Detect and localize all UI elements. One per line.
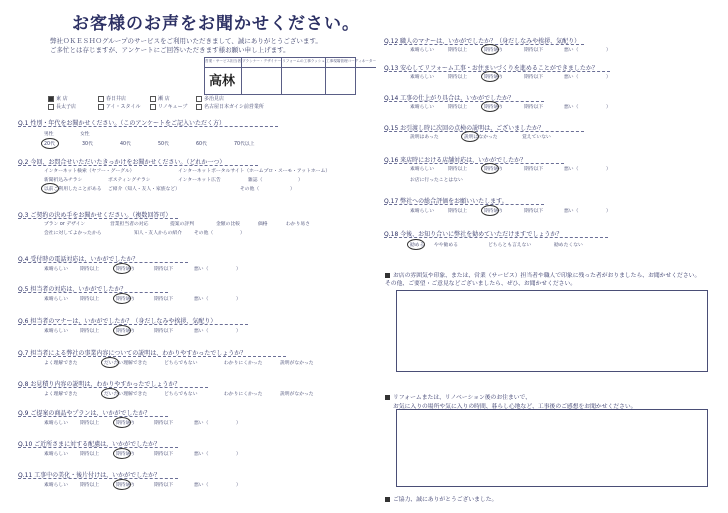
answer-option[interactable]: ）	[290, 187, 295, 192]
question-q10	[18, 439, 241, 457]
question-underline	[18, 126, 278, 127]
bullet-icon	[385, 497, 390, 502]
answer-option[interactable]: 期待以下	[524, 209, 544, 214]
shop-option[interactable]: 春日井店	[98, 95, 126, 102]
answer-option[interactable]: わかりにくかった	[224, 361, 263, 366]
answer-option[interactable]: 期待通り	[484, 48, 504, 53]
answer-option[interactable]: 悪い（	[194, 483, 209, 488]
question-underline	[18, 165, 258, 166]
question-q14	[384, 93, 611, 110]
comment-box-1[interactable]	[396, 290, 708, 372]
answer-option[interactable]: 勧めたくない	[554, 243, 583, 248]
question-underline	[18, 356, 286, 357]
question-q6	[18, 316, 241, 334]
question-text: Q.4 受付時の電話対応は、いかがでしたか？	[18, 256, 139, 263]
answer-option[interactable]: 期待以下	[154, 421, 174, 426]
handwritten-circle-icon	[101, 357, 119, 368]
shop-option[interactable]: 瀬 店	[150, 95, 170, 102]
answer-option[interactable]: 以前ご利用したことがある	[44, 187, 102, 192]
answer-option[interactable]: プラン or デザイン	[44, 222, 86, 227]
question-text: Q.10 ご近所さまに対する配慮は、いかがでしたか？	[18, 441, 161, 448]
answer-option[interactable]: 期待以上	[448, 167, 468, 172]
handwritten-circle-icon	[481, 163, 499, 174]
question-underline	[18, 478, 178, 479]
answer-option[interactable]: 期待以上	[448, 75, 468, 80]
question-q13	[384, 63, 611, 80]
comment-prompt-2b: お気に入りの場所や気に入りの時間、暮らし心地など、工事後のご感想をお聞かせください。	[393, 404, 637, 410]
answer-option[interactable]: 男性	[44, 132, 54, 137]
handwritten-circle-icon	[113, 325, 131, 336]
staff-header: リフォームの工事ラッシュ	[282, 58, 325, 68]
comment-prompt-1: お店の雰囲気や印象、または、営業（サービス）担当者や職人で印象に残った者がおりましたら、お聞かせください。その他、ご要望・ご意見などございましたら、ぜひ、お聞かせください。	[385, 273, 701, 287]
question-q7	[18, 348, 314, 366]
answer-option[interactable]: ポスティングチラシ	[108, 178, 151, 183]
checkbox-icon	[150, 104, 156, 110]
answer-option[interactable]: 悪い（	[194, 267, 209, 272]
question-q8	[18, 379, 314, 397]
answer-option[interactable]: 期待通り	[484, 209, 504, 214]
answer-option[interactable]: 会社に対してよかったから	[44, 231, 102, 236]
answer-option[interactable]: インターネット検索（ヤフー・グーグル）	[44, 169, 135, 174]
question-underline	[18, 416, 168, 417]
question-q12	[384, 36, 611, 53]
answer-option[interactable]: 期待以下	[154, 267, 174, 272]
answer-option[interactable]: 悪い（	[564, 105, 579, 110]
answer-option[interactable]: 知人・友人からの紹介	[134, 231, 182, 236]
answer-option[interactable]: 女性	[80, 132, 90, 137]
answer-option[interactable]: ）	[606, 75, 611, 80]
question-q16	[384, 155, 611, 183]
answer-option[interactable]: ご紹介（知人・友人・家族など）	[108, 187, 180, 192]
answer-option[interactable]: 期待以上	[80, 483, 100, 488]
answer-option[interactable]: 悪い（	[564, 167, 579, 172]
answer-option[interactable]: 期待以下	[524, 75, 544, 80]
question-text: Q.12 職人のマナーは、いかがでしたか？（身だしなみや挨拶、気配り）	[384, 38, 581, 45]
answer-option[interactable]: 20代	[44, 142, 55, 147]
answer-option[interactable]: お店に行ったことはない	[410, 178, 463, 183]
question-text: Q.5 担当者の対応は、いかがでしたか？	[18, 286, 127, 293]
answer-option[interactable]: 期待通り	[484, 105, 504, 110]
answer-option[interactable]: 悪い（	[194, 452, 209, 457]
answer-option[interactable]: 素晴らしい	[44, 297, 68, 302]
answer-option[interactable]: 説明がなかった	[280, 361, 314, 366]
answer-option[interactable]: ）	[606, 167, 611, 172]
question-underline	[384, 204, 544, 205]
answer-option[interactable]: ）	[236, 267, 241, 272]
answer-option[interactable]: 期待通り	[116, 483, 136, 488]
question-underline	[18, 324, 248, 325]
answer-option[interactable]: どちらとも言えない	[488, 243, 532, 248]
shop-option[interactable]: アイ・スタイル	[98, 103, 140, 110]
answer-option[interactable]: 素晴らしい	[410, 105, 434, 110]
intro-line-2: ご多忙とは存じますが、アンケートにご回答いただきます様お願い申し上げます。	[50, 46, 290, 54]
answer-option[interactable]: 期待以上	[80, 329, 100, 334]
answer-option[interactable]: 悪い（	[564, 48, 579, 53]
answer-option[interactable]: 期待以上	[80, 297, 100, 302]
question-underline	[18, 292, 168, 293]
handwritten-circle-icon	[113, 263, 131, 274]
handwritten-circle-icon	[481, 101, 499, 112]
answer-option[interactable]: 素晴らしい	[410, 75, 434, 80]
answer-option[interactable]: 期待以下	[154, 483, 174, 488]
answer-option[interactable]: 雑誌（	[248, 178, 263, 183]
shop-option[interactable]: 東 店	[48, 95, 68, 102]
answer-option[interactable]: 期待以下	[524, 167, 544, 172]
answer-option[interactable]: ）	[606, 209, 611, 214]
question-text: Q.7 担当者による弊社の事業内容についての説明は、わかりやすかったでしょうか？	[18, 350, 247, 357]
answer-option[interactable]: 素晴らしい	[410, 209, 434, 214]
question-q5	[18, 284, 241, 302]
answer-option[interactable]: 期待以上	[448, 209, 468, 214]
answer-option[interactable]: ）	[298, 178, 303, 183]
comment-prompt-2: リフォームまたは、リノベーション後のお住まいで、	[385, 392, 531, 401]
question-q18	[384, 229, 583, 248]
answer-option[interactable]: 悪い（	[564, 209, 579, 214]
checkbox-icon	[98, 96, 104, 102]
question-q4	[18, 254, 241, 272]
handwritten-circle-icon	[113, 417, 131, 428]
question-text: Q.16 来店時における店舗対応は、いかがでしたか？	[384, 157, 527, 164]
answer-option[interactable]: 提案の評判	[170, 222, 194, 227]
answer-option[interactable]: 60代	[196, 142, 207, 147]
answer-option[interactable]: わかり易さ	[286, 222, 310, 227]
handwritten-circle-icon	[113, 448, 131, 459]
handwritten-circle-icon	[113, 293, 131, 304]
answer-option[interactable]: ）	[236, 329, 241, 334]
answer-option[interactable]: 期待通り	[116, 452, 136, 457]
bullet-icon	[385, 273, 390, 278]
answer-option[interactable]: 期待通り	[484, 75, 504, 80]
answer-option[interactable]: 期待通り	[116, 267, 136, 272]
checkbox-checked-icon	[48, 96, 54, 102]
handwritten-circle-icon	[481, 44, 499, 55]
answer-option[interactable]: 素晴らしい	[44, 421, 68, 426]
answer-option[interactable]: 素晴らしい	[44, 452, 68, 457]
question-underline	[18, 262, 188, 263]
answer-option[interactable]: ）	[606, 105, 611, 110]
answer-option[interactable]: 期待通り	[116, 297, 136, 302]
answer-option[interactable]: 悪い（	[194, 421, 209, 426]
question-text: Q.13 安心してリフォーム工事・お住まいづくりを進めることができましたか？	[384, 65, 598, 72]
answer-option[interactable]: ）	[236, 297, 241, 302]
question-text: Q.1 性別・年代をお聞かせください。（このアンケートをご記入いただく方）	[18, 120, 225, 127]
question-text: Q.18 今後、お知り合いに弊社を勧めていただけますでしょうか？	[384, 231, 563, 238]
question-text: Q.14 工事の仕上がり具合は、いかがでしたか？	[384, 95, 515, 102]
answer-option[interactable]: 素晴らしい	[410, 167, 434, 172]
answer-option[interactable]: 30代	[82, 142, 93, 147]
answer-option[interactable]: よく理解できた	[44, 392, 78, 397]
bullet-icon	[385, 395, 390, 400]
question-q1	[18, 118, 255, 147]
answer-option[interactable]: だいたい理解できた	[104, 361, 148, 366]
answer-option[interactable]: 悪い（	[194, 297, 209, 302]
question-underline	[384, 131, 584, 132]
answer-option[interactable]: 悪い（	[564, 75, 579, 80]
question-q11	[18, 470, 241, 488]
thanks-text: ご協力、誠にありがとうございました。	[385, 494, 497, 503]
answer-option[interactable]: 期待通り	[484, 167, 504, 172]
question-underline	[384, 101, 544, 102]
checkbox-icon	[98, 104, 104, 110]
staff-col-sales	[205, 58, 242, 94]
answer-option[interactable]: 期待以上	[448, 105, 468, 110]
question-text: Q.8 お見積り内容の説明は、わかりやすかったでしょうか？	[18, 381, 181, 388]
answer-option[interactable]: 素晴らしい	[44, 267, 68, 272]
shop-option[interactable]: 多治見店	[196, 95, 224, 102]
answer-option[interactable]: インターネット広告	[178, 178, 221, 183]
answer-option[interactable]: よく理解できた	[44, 361, 78, 366]
answer-option[interactable]: 勧める	[410, 243, 425, 248]
comment-box-2[interactable]	[396, 409, 708, 487]
answer-option[interactable]: 価格	[258, 222, 268, 227]
answer-option[interactable]: その他（	[240, 187, 260, 192]
answer-option[interactable]: ）	[236, 483, 241, 488]
answer-option[interactable]: 期待以上	[80, 267, 100, 272]
question-underline	[18, 218, 178, 219]
question-underline	[384, 163, 564, 164]
handwritten-circle-icon	[407, 239, 425, 250]
question-text: Q.3 ご契約の決め手をお聞かせください。（複数回答可）	[18, 212, 172, 219]
answer-option[interactable]: 期待以下	[154, 329, 174, 334]
shop-option[interactable]: 長太子店	[48, 103, 76, 110]
handwritten-circle-icon	[41, 183, 59, 194]
staff-box	[204, 57, 377, 95]
staff-col-planner	[242, 58, 282, 94]
answer-option[interactable]: 説明がなかった	[280, 392, 314, 397]
answer-option[interactable]: 期待以下	[524, 105, 544, 110]
answer-option[interactable]: どちらでもない	[164, 392, 198, 397]
checkbox-icon	[150, 96, 156, 102]
answer-option[interactable]: 悪い（	[194, 329, 209, 334]
checkbox-icon	[196, 104, 202, 110]
answer-option[interactable]: 40代	[120, 142, 131, 147]
answer-option[interactable]: 期待通り	[116, 329, 136, 334]
shop-option[interactable]: 名古屋日本ガイシ前営業所	[196, 103, 264, 110]
answer-option[interactable]: 期待以上	[448, 48, 468, 53]
checkbox-icon	[196, 96, 202, 102]
question-underline	[18, 447, 178, 448]
question-text: Q.9 ご提案の商品やプランは、いかがでしたか？	[18, 410, 151, 417]
answer-option[interactable]: 期待以上	[80, 452, 100, 457]
answer-option[interactable]: 新聞折込みチラシ	[44, 178, 83, 183]
handwritten-circle-icon	[113, 479, 131, 490]
answer-option[interactable]: 営業担当者の対応	[110, 222, 149, 227]
answer-option[interactable]: 期待以上	[80, 421, 100, 426]
staff-header: 工事現場管理コーディネーター	[326, 58, 376, 68]
question-text: Q.15 お引渡し時に次回の点検の説明は、ございましたか？	[384, 125, 545, 132]
question-q17	[384, 196, 611, 214]
question-underline	[384, 237, 608, 238]
answer-option[interactable]: 素晴らしい	[44, 329, 68, 334]
answer-option[interactable]: ）	[236, 421, 241, 426]
answer-option[interactable]: 期待以下	[154, 297, 174, 302]
question-text: Q.2 今回、お問合せいただいたきっかけをお聞かせください。（どれか一つ）	[18, 159, 226, 166]
question-text: Q.11 工事中の美化・後片付けは、いかがでしたか？	[18, 472, 161, 479]
answer-option[interactable]: 期待通り	[116, 421, 136, 426]
checkbox-icon	[48, 104, 54, 110]
intro-line-1: 弊社ＯＫＥＳＨＯグループのサービスをご利用いただきまして、誠にありがとうございます。	[50, 37, 322, 45]
question-text: Q.6 担当者のマナーは、いかがでしたか？（身だしなみや挨拶、気配り）	[18, 318, 217, 325]
answer-option[interactable]: わかりにくかった	[224, 392, 263, 397]
answer-option[interactable]: インターネットポータルサイト（ホームプロ・スーモ・アットホーム）	[178, 169, 331, 174]
answer-option[interactable]: 期待以下	[524, 48, 544, 53]
answer-option[interactable]: ）	[236, 452, 241, 457]
answer-option[interactable]: 説明はなかった	[464, 135, 498, 140]
question-q2	[18, 157, 331, 192]
answer-option[interactable]: だいたい理解できた	[104, 392, 148, 397]
answer-option[interactable]: 期待以下	[154, 452, 174, 457]
answer-option[interactable]: どちらでもない	[164, 361, 198, 366]
staff-name-handwritten: 高林	[209, 74, 236, 89]
answer-option[interactable]: 素晴らしい	[44, 483, 68, 488]
answer-option[interactable]: 70代以上	[234, 142, 255, 147]
question-underline	[384, 71, 610, 72]
question-q15	[384, 123, 551, 140]
answer-option[interactable]: 50代	[158, 142, 169, 147]
staff-header: 営業・サービス担当者	[205, 58, 241, 68]
answer-option[interactable]: 覚えていない	[522, 135, 551, 140]
question-q9	[18, 408, 241, 426]
staff-header: プランナー・デザイナー	[242, 58, 281, 68]
answer-option[interactable]: 金額の比較	[216, 222, 240, 227]
handwritten-circle-icon	[41, 138, 59, 149]
answer-option[interactable]: ）	[240, 231, 245, 236]
handwritten-circle-icon	[481, 205, 499, 216]
answer-option[interactable]: 説明はあった	[410, 135, 439, 140]
answer-option[interactable]: その他（	[194, 231, 214, 236]
page-title: お客様のお声をお聞かせください。	[72, 14, 360, 34]
answer-option[interactable]: ）	[606, 48, 611, 53]
staff-col-coordinator	[326, 58, 376, 94]
question-q3	[18, 210, 310, 236]
answer-option[interactable]: やや勧める	[434, 243, 458, 248]
answer-option[interactable]: 素晴らしい	[410, 48, 434, 53]
handwritten-circle-icon	[481, 71, 499, 82]
handwritten-circle-icon	[101, 388, 119, 399]
handwritten-circle-icon	[461, 131, 479, 142]
staff-col-reform	[282, 58, 326, 94]
question-text: Q.17 弊社への総合評価をお願いいたします。	[384, 198, 508, 205]
shop-option[interactable]: リノキューブ	[150, 103, 187, 110]
